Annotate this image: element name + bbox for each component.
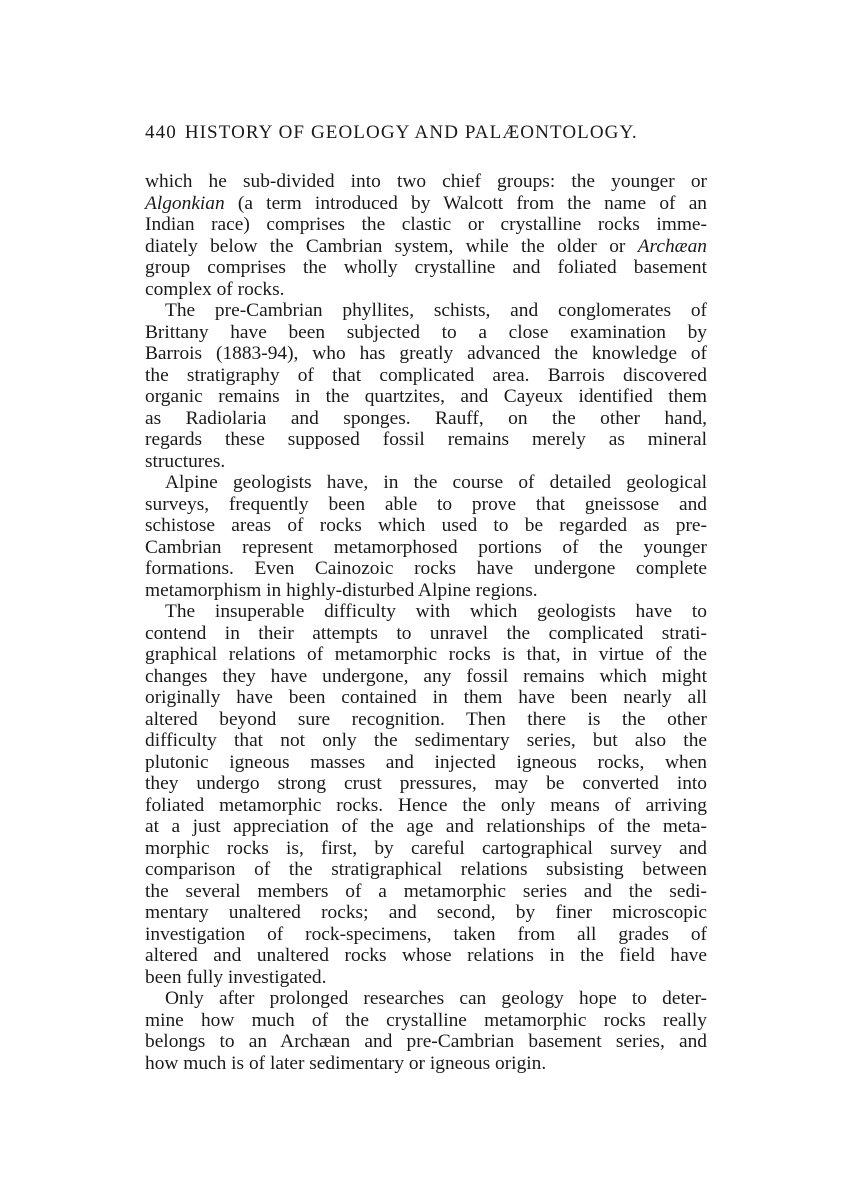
text-line: the stratigraphy of that complicated area. Barrois discovered xyxy=(145,364,707,386)
text-line: The pre-Cambrian phyllites, schists, and conglomerates of xyxy=(165,300,707,321)
text-line: The insuperable difficulty with which geologists have to xyxy=(165,601,707,622)
text-line: the several members of a metamorphic series and the sedi- xyxy=(145,880,707,902)
text-line: how much is of later sedimentary or igneous origin. xyxy=(145,1052,547,1074)
text-line: Indian race) comprises the clastic or crystalline rocks imme- xyxy=(145,214,707,235)
text-line: complex of rocks. xyxy=(145,278,285,300)
italic-term: Archæan xyxy=(637,235,707,257)
text-run: (a term introduced by Walcott from the name of an xyxy=(224,192,707,214)
text-line: investigation of rock-specimens, taken from all grades of xyxy=(145,923,707,945)
text-line: formations. Even Cainozoic rocks have undergone complete xyxy=(145,558,707,579)
text-line xyxy=(145,193,707,215)
text-run: diately below the Cambrian system, while the older or xyxy=(145,235,638,257)
running-title: HISTORY OF GEOLOGY AND PALÆONTOLOGY. xyxy=(184,122,638,143)
text-line: which he sub-divided into two chief groups: the younger or xyxy=(145,171,707,192)
text-line: surveys, frequently been able to prove that gneissose and xyxy=(145,493,707,515)
text-line: as Radiolaria and sponges. Rauff, on the other hand, xyxy=(145,407,707,429)
text-line: they undergo strong crust pressures, may be converted into xyxy=(145,773,707,794)
page-number: 440 xyxy=(145,122,177,143)
text-line: Only after prolonged researches can geology hope to deter- xyxy=(165,988,707,1009)
text-line: altered beyond sure recognition. Then there is the other xyxy=(145,708,707,730)
body-text xyxy=(145,171,707,1074)
text-line: been fully investigated. xyxy=(145,966,327,988)
text-line: group comprises the wholly crystalline and foliated basement xyxy=(145,257,707,278)
text-line: morphic rocks is, first, by careful cartographical survey and xyxy=(145,837,707,859)
text-line: difficulty that not only the sedimentary series, but also the xyxy=(145,730,707,751)
text-line: mine how much of the crystalline metamorphic rocks really xyxy=(145,1009,707,1031)
text-line: regards these supposed fossil remains merely as mineral xyxy=(145,429,707,450)
text-line: at a just appreciation of the age and relationships of the meta- xyxy=(145,816,707,837)
text-line: belongs to an Archæan and pre-Cambrian basement series, and xyxy=(145,1031,707,1052)
text-line: changes they have undergone, any fossil remains which might xyxy=(145,665,707,687)
text-line: mentary unaltered rocks; and second, by finer microscopic xyxy=(145,902,707,923)
text-line: Barrois (1883-94), who has greatly advanced the knowledge of xyxy=(145,343,707,364)
text-line: foliated metamorphic rocks. Hence the only means of arriving xyxy=(145,794,707,816)
text-line: Brittany have been subjected to a close examination by xyxy=(145,321,707,343)
text-line: originally have been contained in them have been nearly all xyxy=(145,687,707,708)
text-line xyxy=(145,236,707,258)
text-line: plutonic igneous masses and injected igneous rocks, when xyxy=(145,751,707,773)
text-line: metamorphism in highly-disturbed Alpine regions. xyxy=(145,579,538,601)
text-line: schistose areas of rocks which used to be regarded as pre- xyxy=(145,515,707,536)
text-line: altered and unaltered rocks whose relations in the field have xyxy=(145,945,707,966)
text-line: graphical relations of metamorphic rocks is that, in virtue of the xyxy=(145,644,707,665)
text-line: Cambrian represent metamorphosed portions of the younger xyxy=(145,536,707,558)
text-line: contend in their attempts to unravel the complicated strati- xyxy=(145,622,707,644)
text-line: comparison of the stratigraphical relations subsisting between xyxy=(145,859,707,880)
italic-term: Algonkian xyxy=(145,192,225,214)
text-line: organic remains in the quartzites, and Cayeux identified them xyxy=(145,386,707,407)
running-head xyxy=(145,122,715,152)
text-line: structures. xyxy=(145,450,226,472)
text-line: Alpine geologists have, in the course of detailed geological xyxy=(165,472,707,493)
